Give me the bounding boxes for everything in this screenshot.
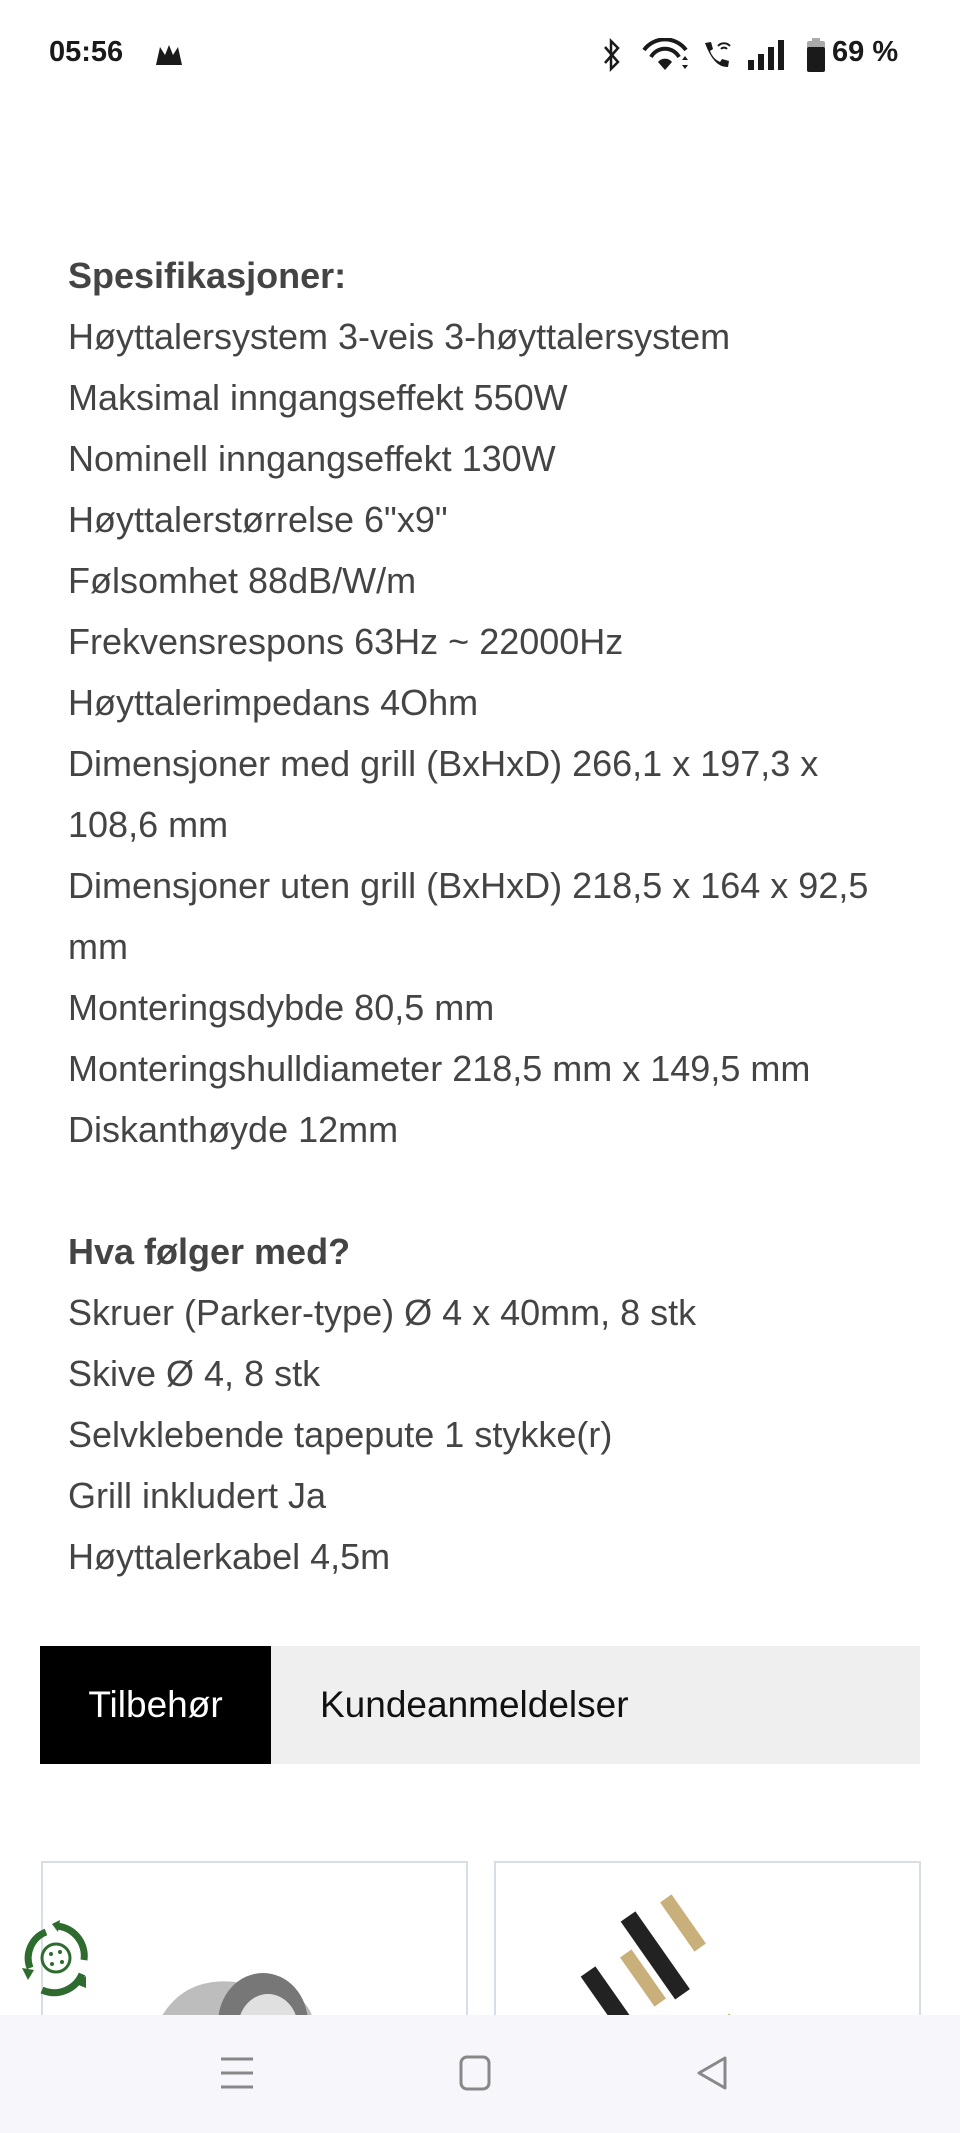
wifi-icon <box>642 38 690 72</box>
back-button[interactable] <box>695 2055 729 2091</box>
spec-item: Monteringshulldiameter 218,5 mm x 149,5 mm <box>68 1048 811 1089</box>
included-item: Skruer (Parker-type) Ø 4 x 40mm, 8 stk <box>68 1292 697 1333</box>
spec-item: Høyttalerstørrelse 6"x9" <box>68 499 448 540</box>
tab-reviews[interactable]: Kundeanmeldelser <box>320 1684 629 1725</box>
spec-item: Diskanthøyde 12mm <box>68 1109 399 1150</box>
spec-item: Monteringsdybde 80,5 mm <box>68 987 495 1028</box>
recent-apps-button[interactable] <box>219 2055 255 2091</box>
spec-item: Nominell inngangseffekt 130W <box>68 438 556 479</box>
status-bar <box>0 0 960 110</box>
tab-accessories[interactable]: Tilbehør <box>40 1646 271 1764</box>
battery-icon <box>806 38 826 72</box>
included-item: Selvklebende tapepute 1 stykke(r) <box>68 1414 613 1455</box>
spec-item: Dimensjoner uten grill (BxHxD) 218,5 x 164 x 92,5 mm <box>68 865 869 967</box>
wifi-calling-icon <box>700 38 734 72</box>
specs-heading: Spesifikasjoner: <box>68 255 347 296</box>
spec-item: Høyttalersystem 3-veis 3-høyttalersystem <box>68 316 731 357</box>
spec-item: Dimensjoner med grill (BxHxD) 266,1 x 197,3 x 108,6 mm <box>68 743 819 845</box>
spec-item: Maksimal inngangseffekt 550W <box>68 377 568 418</box>
bluetooth-icon <box>602 38 622 72</box>
product-tabs <box>40 1646 920 1764</box>
status-time: 05:56 <box>49 36 124 68</box>
included-heading: Hva følger med? <box>68 1231 351 1272</box>
spec-item: Frekvensrespons 63Hz ~ 22000Hz <box>68 621 624 662</box>
notification-icon <box>154 38 184 72</box>
recycle-button[interactable] <box>16 1918 96 2002</box>
recycle-icon <box>16 1918 96 2002</box>
included-item: Grill inkludert Ja <box>68 1475 327 1516</box>
spec-item: Høyttalerimpedans 4Ohm <box>68 682 479 723</box>
included-item: Høyttalerkabel 4,5m <box>68 1536 391 1577</box>
product-description <box>68 245 888 1587</box>
navigation-bar <box>0 2015 960 2133</box>
included-item: Skive Ø 4, 8 stk <box>68 1353 321 1394</box>
battery-percent: 69 % <box>832 36 899 68</box>
signal-icon <box>746 38 788 72</box>
home-button[interactable] <box>459 2055 493 2091</box>
spec-item: Følsomhet 88dB/W/m <box>68 560 417 601</box>
